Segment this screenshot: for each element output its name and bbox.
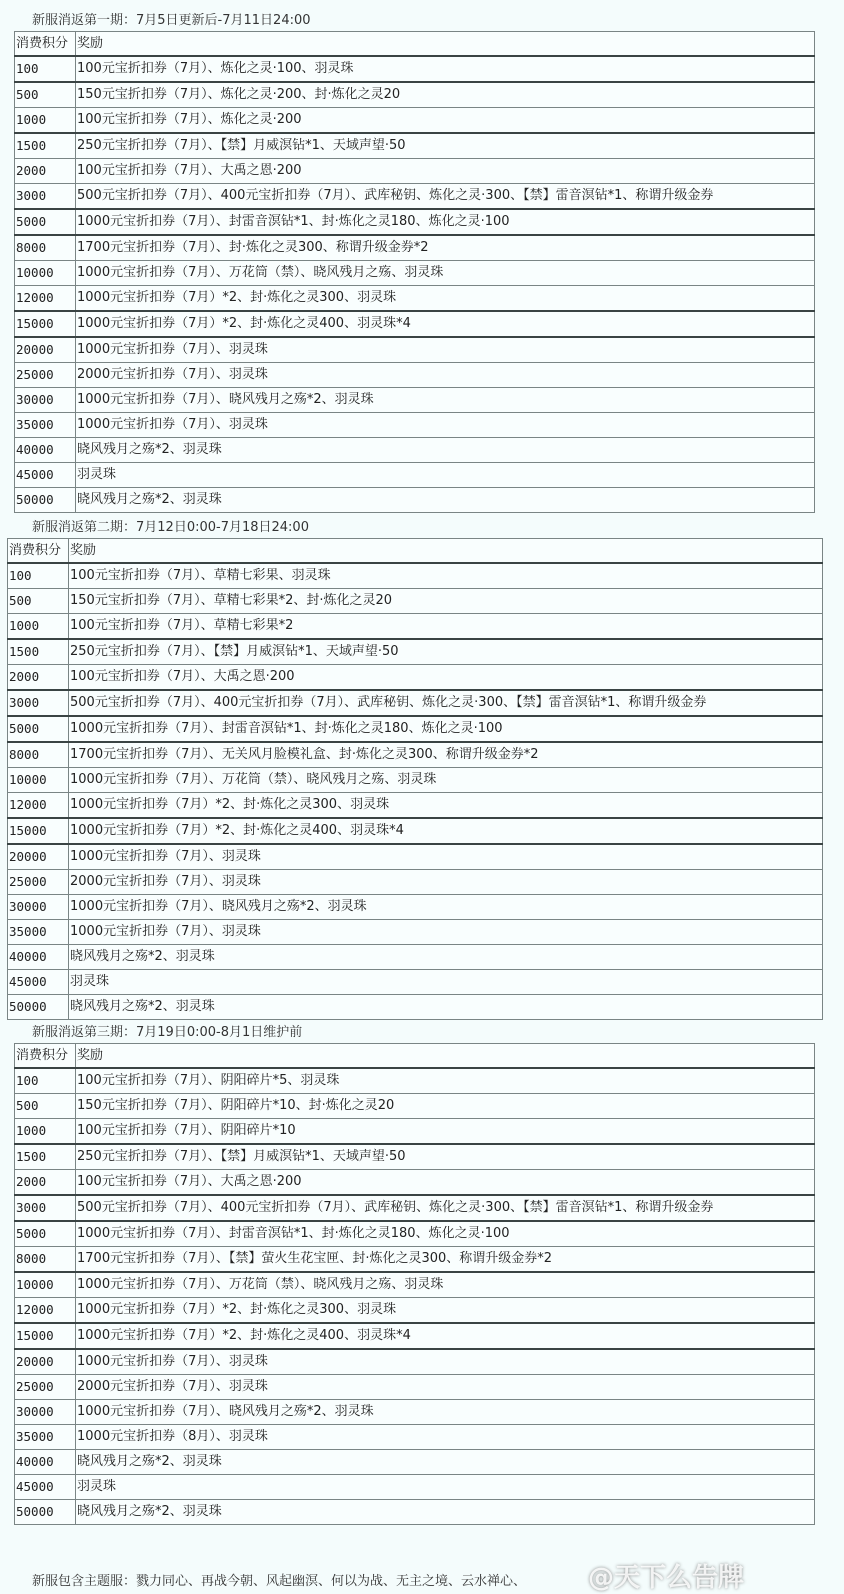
table-row [15, 463, 815, 488]
period-2-table [7, 538, 823, 1020]
points-cell: 500 [8, 589, 69, 614]
table-row [8, 793, 823, 819]
points-cell: 35000 [15, 1425, 76, 1450]
reward-cell: 1700元宝折扣券（7月）、【禁】萤火生花宝匣、封·炼化之灵300、称谓升级金券*2 [76, 1247, 815, 1273]
header-reward: 奖励 [76, 1044, 815, 1069]
points-cell: 3000 [15, 184, 76, 210]
points-cell: 5000 [15, 209, 76, 235]
reward-cell: 晓风残月之殇*2、羽灵珠 [69, 995, 823, 1020]
reward-cell: 500元宝折扣券（7月）、400元宝折扣券（7月）、武库秘钥、炼化之灵·300、【禁】雷音溟钻*1、称谓升级金券 [76, 1195, 815, 1221]
points-cell: 30000 [15, 388, 76, 413]
points-cell: 100 [8, 563, 69, 589]
table-row [8, 665, 823, 691]
table-row [8, 970, 823, 995]
reward-cell: 1000元宝折扣券（7月）、万花筒（禁）、晓风残月之殇、羽灵珠 [76, 1272, 815, 1298]
table-row [15, 388, 815, 413]
points-cell: 20000 [15, 1349, 76, 1375]
points-cell: 45000 [8, 970, 69, 995]
table-row [15, 337, 815, 363]
points-cell: 2000 [15, 1170, 76, 1196]
header-points: 消费积分 [15, 32, 76, 57]
table-row [8, 844, 823, 870]
reward-cell: 1000元宝折扣券（7月）、羽灵珠 [76, 1349, 815, 1375]
header-reward: 奖励 [76, 32, 815, 57]
reward-cell: 1000元宝折扣券（7月）*2、封·炼化之灵400、羽灵珠*4 [69, 818, 823, 844]
points-cell: 35000 [8, 920, 69, 945]
reward-cell: 1000元宝折扣券（7月）、晓风残月之殇*2、羽灵珠 [69, 895, 823, 920]
table-row [8, 995, 823, 1020]
points-cell: 1000 [8, 614, 69, 640]
points-cell: 10000 [15, 261, 76, 286]
header-reward: 奖励 [69, 539, 823, 564]
reward-cell: 100元宝折扣券（7月）、大禹之恩·200 [69, 665, 823, 691]
reward-cell: 1000元宝折扣券（7月）、封雷音溟钻*1、封·炼化之灵180、炼化之灵·100 [76, 1221, 815, 1247]
theme-servers-note: 新服包含主题服：戮力同心、再战今朝、风起幽溟、何以为战、无主之境、云水禅心、 [32, 1574, 527, 1589]
header-points: 消费积分 [8, 539, 69, 564]
table-row [15, 1298, 815, 1324]
points-cell: 40000 [15, 1450, 76, 1475]
points-cell: 1500 [15, 1144, 76, 1170]
reward-cell: 晓风残月之殇*2、羽灵珠 [76, 1500, 815, 1525]
reward-cell: 1000元宝折扣券（7月）*2、封·炼化之灵300、羽灵珠 [76, 286, 815, 312]
reward-cell: 1000元宝折扣券（7月）*2、封·炼化之灵300、羽灵珠 [76, 1298, 815, 1324]
reward-cell: 1000元宝折扣券（7月）、羽灵珠 [76, 337, 815, 363]
table-row [15, 235, 815, 261]
reward-cell: 1000元宝折扣券（7月）、封雷音溟钻*1、封·炼化之灵180、炼化之灵·100 [69, 716, 823, 742]
reward-cell: 2000元宝折扣券（7月）、羽灵珠 [69, 870, 823, 895]
table-header-row [15, 1044, 815, 1069]
period-1-table [14, 31, 815, 513]
reward-cell: 1000元宝折扣券（7月）*2、封·炼化之灵400、羽灵珠*4 [76, 1323, 815, 1349]
reward-cell: 羽灵珠 [76, 1475, 815, 1500]
table-row [15, 209, 815, 235]
table-row [15, 1500, 815, 1525]
points-cell: 30000 [8, 895, 69, 920]
table-row [15, 438, 815, 463]
table-row [15, 363, 815, 388]
reward-cell: 2000元宝折扣券（7月）、羽灵珠 [76, 1375, 815, 1400]
table-row [15, 108, 815, 134]
reward-cell: 1000元宝折扣券（7月）、封雷音溟钻*1、封·炼化之灵180、炼化之灵·100 [76, 209, 815, 235]
table-row [8, 768, 823, 793]
points-cell: 2000 [8, 665, 69, 691]
points-cell: 8000 [15, 1247, 76, 1273]
reward-cell: 250元宝折扣券（7月）、【禁】月威溟钻*1、天域声望·50 [76, 133, 815, 159]
table-row [8, 742, 823, 768]
points-cell: 20000 [8, 844, 69, 870]
points-cell: 30000 [15, 1400, 76, 1425]
table-row [15, 1144, 815, 1170]
points-cell: 8000 [8, 742, 69, 768]
table-row [8, 563, 823, 589]
table-row [15, 1272, 815, 1298]
points-cell: 3000 [15, 1195, 76, 1221]
table-row [8, 614, 823, 640]
points-cell: 10000 [8, 768, 69, 793]
reward-cell: 2000元宝折扣券（7月）、羽灵珠 [76, 363, 815, 388]
table-row [8, 716, 823, 742]
table-row [15, 133, 815, 159]
points-cell: 500 [15, 1094, 76, 1119]
reward-cell: 晓风残月之殇*2、羽灵珠 [76, 438, 815, 463]
period-2-section [0, 518, 844, 1020]
reward-cell: 500元宝折扣券（7月）、400元宝折扣券（7月）、武库秘钥、炼化之灵·300、【禁】雷音溟钻*1、称谓升级金券 [76, 184, 815, 210]
points-cell: 25000 [15, 363, 76, 388]
reward-cell: 150元宝折扣券（7月）、草精七彩果*2、封·炼化之灵20 [69, 589, 823, 614]
table-row [15, 159, 815, 184]
points-cell: 45000 [15, 1475, 76, 1500]
points-cell: 40000 [15, 438, 76, 463]
reward-cell: 1000元宝折扣券（7月）*2、封·炼化之灵300、羽灵珠 [69, 793, 823, 819]
points-cell: 50000 [15, 488, 76, 513]
table-row [15, 261, 815, 286]
reward-cell: 100元宝折扣券（7月）、草精七彩果、羽灵珠 [69, 563, 823, 589]
points-cell: 8000 [15, 235, 76, 261]
table-row [15, 184, 815, 210]
table-row [15, 1400, 815, 1425]
points-cell: 5000 [8, 716, 69, 742]
points-cell: 25000 [15, 1375, 76, 1400]
reward-cell: 250元宝折扣券（7月）、【禁】月威溟钻*1、天域声望·50 [69, 639, 823, 665]
reward-cell: 1000元宝折扣券（8月）、羽灵珠 [76, 1425, 815, 1450]
reward-cell: 150元宝折扣券（7月）、阴阳碎片*10、封·炼化之灵20 [76, 1094, 815, 1119]
table-row [8, 945, 823, 970]
reward-cell: 100元宝折扣券（7月）、草精七彩果*2 [69, 614, 823, 640]
period-2-title: 新服消返第二期：7月12日0:00-7月18日24:00 [32, 520, 309, 535]
points-cell: 25000 [8, 870, 69, 895]
points-cell: 12000 [8, 793, 69, 819]
watermark: @天下么告牌 [588, 1563, 745, 1593]
points-cell: 12000 [15, 1298, 76, 1324]
reward-cell: 150元宝折扣券（7月）、炼化之灵·200、封·炼化之灵20 [76, 82, 815, 108]
table-row [8, 920, 823, 945]
reward-cell: 1000元宝折扣券（7月）、羽灵珠 [69, 844, 823, 870]
period-1-section [0, 11, 844, 513]
table-row [8, 690, 823, 716]
reward-cell: 1000元宝折扣券（7月）、万花筒（禁）、晓风残月之殇、羽灵珠 [69, 768, 823, 793]
points-cell: 45000 [15, 463, 76, 488]
points-cell: 5000 [15, 1221, 76, 1247]
table-row [15, 1349, 815, 1375]
table-header-row [15, 32, 815, 57]
points-cell: 100 [15, 1068, 76, 1094]
reward-cell: 1000元宝折扣券（7月）*2、封·炼化之灵400、羽灵珠*4 [76, 311, 815, 337]
table-row [15, 1375, 815, 1400]
table-row [15, 488, 815, 513]
period-3-table [14, 1043, 815, 1525]
table-row [15, 82, 815, 108]
points-cell: 100 [15, 56, 76, 82]
reward-cell: 100元宝折扣券（7月）、阴阳碎片*10 [76, 1119, 815, 1145]
table-row [15, 311, 815, 337]
table-row [15, 413, 815, 438]
table-row [8, 870, 823, 895]
points-cell: 15000 [15, 1323, 76, 1349]
table-row [15, 1475, 815, 1500]
reward-cell: 1000元宝折扣券（7月）、万花筒（禁）、晓风残月之殇、羽灵珠 [76, 261, 815, 286]
points-cell: 40000 [8, 945, 69, 970]
reward-cell: 1000元宝折扣券（7月）、羽灵珠 [76, 413, 815, 438]
table-header-row [8, 539, 823, 564]
reward-cell: 1700元宝折扣券（7月）、封·炼化之灵300、称谓升级金券*2 [76, 235, 815, 261]
points-cell: 15000 [8, 818, 69, 844]
reward-cell: 100元宝折扣券（7月）、大禹之恩·200 [76, 1170, 815, 1196]
table-row [15, 1450, 815, 1475]
header-points: 消费积分 [15, 1044, 76, 1069]
reward-cell: 晓风残月之殇*2、羽灵珠 [76, 488, 815, 513]
points-cell: 10000 [15, 1272, 76, 1298]
reward-cell: 晓风残月之殇*2、羽灵珠 [76, 1450, 815, 1475]
table-row [15, 1247, 815, 1273]
table-row [15, 1170, 815, 1196]
table-row [15, 1221, 815, 1247]
points-cell: 1500 [8, 639, 69, 665]
points-cell: 12000 [15, 286, 76, 312]
reward-cell: 250元宝折扣券（7月）、【禁】月威溟钻*1、天域声望·50 [76, 1144, 815, 1170]
period-3-section [0, 1023, 844, 1525]
reward-cell: 100元宝折扣券（7月）、炼化之灵·100、羽灵珠 [76, 56, 815, 82]
table-row [15, 1094, 815, 1119]
reward-cell: 100元宝折扣券（7月）、炼化之灵·200 [76, 108, 815, 134]
table-row [15, 286, 815, 312]
points-cell: 500 [15, 82, 76, 108]
table-row [15, 1425, 815, 1450]
table-row [15, 56, 815, 82]
reward-cell: 1000元宝折扣券（7月）、晓风残月之殇*2、羽灵珠 [76, 1400, 815, 1425]
period-3-title: 新服消返第三期：7月19日0:00-8月1日维护前 [32, 1025, 303, 1040]
points-cell: 3000 [8, 690, 69, 716]
points-cell: 2000 [15, 159, 76, 184]
table-row [15, 1323, 815, 1349]
reward-cell: 100元宝折扣券（7月）、大禹之恩·200 [76, 159, 815, 184]
points-cell: 15000 [15, 311, 76, 337]
points-cell: 1000 [15, 108, 76, 134]
points-cell: 50000 [8, 995, 69, 1020]
reward-cell: 1700元宝折扣券（7月）、无关风月脸模礼盒、封·炼化之灵300、称谓升级金券*2 [69, 742, 823, 768]
points-cell: 20000 [15, 337, 76, 363]
reward-cell: 羽灵珠 [69, 970, 823, 995]
reward-cell: 500元宝折扣券（7月）、400元宝折扣券（7月）、武库秘钥、炼化之灵·300、【禁】雷音溟钻*1、称谓升级金券 [69, 690, 823, 716]
table-row [8, 589, 823, 614]
reward-cell: 1000元宝折扣券（7月）、羽灵珠 [69, 920, 823, 945]
table-row [8, 639, 823, 665]
reward-cell: 1000元宝折扣券（7月）、晓风残月之殇*2、羽灵珠 [76, 388, 815, 413]
table-row [8, 895, 823, 920]
table-row [15, 1068, 815, 1094]
points-cell: 1000 [15, 1119, 76, 1145]
reward-cell: 晓风残月之殇*2、羽灵珠 [69, 945, 823, 970]
period-1-title: 新服消返第一期：7月5日更新后-7月11日24:00 [32, 13, 311, 28]
table-row [15, 1195, 815, 1221]
reward-cell: 100元宝折扣券（7月）、阴阳碎片*5、羽灵珠 [76, 1068, 815, 1094]
points-cell: 50000 [15, 1500, 76, 1525]
reward-cell: 羽灵珠 [76, 463, 815, 488]
table-row [8, 818, 823, 844]
points-cell: 35000 [15, 413, 76, 438]
table-row [15, 1119, 815, 1145]
points-cell: 1500 [15, 133, 76, 159]
